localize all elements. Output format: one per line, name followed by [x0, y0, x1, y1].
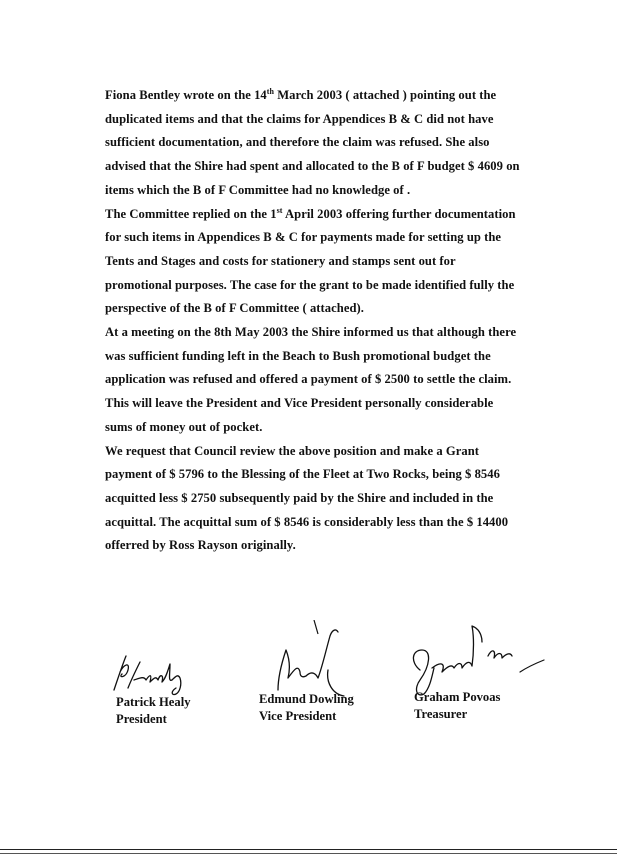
letter-line: [105, 440, 575, 464]
signatory-patrick-healy: [116, 694, 191, 728]
letter-line: [105, 226, 575, 250]
letter-line: [105, 274, 575, 298]
letter-line-text: perspective of the B of F Committee ( attached).: [105, 301, 364, 316]
letter-line: [105, 368, 575, 392]
letter-line-text: This will leave the President and Vice President personally considerable: [105, 396, 494, 411]
letter-line: [105, 297, 575, 321]
letter-line: [105, 108, 575, 132]
page-bottom-rule: [0, 849, 617, 850]
letter-line: [105, 392, 575, 416]
letter-line-text: March 2003 ( attached ) pointing out the: [274, 88, 497, 102]
letter-line: [105, 203, 575, 227]
signatory-graham-povoas: [414, 689, 500, 723]
signatory-title: Vice President: [259, 709, 337, 723]
signature-patrick-healy: [106, 648, 196, 698]
letter-line-text: sums of money out of pocket.: [105, 419, 263, 434]
letter-line: [105, 463, 575, 487]
letter-line-text: Tents and Stages and costs for stationery and stamps sent out for: [105, 253, 456, 268]
letter-line: [105, 487, 575, 511]
ordinal-suffix: st: [276, 205, 283, 215]
signatory-name: Graham Povoas: [414, 690, 501, 704]
letter-line-text: The Committee replied on the 1: [105, 206, 277, 221]
letter-line-text: items which the B of F Committee had no knowledge of .: [105, 182, 411, 197]
letter-line: [105, 84, 575, 108]
ordinal-suffix: th: [266, 87, 274, 96]
letter-line: [105, 416, 575, 440]
letter-line-text: advised that the Shire had spent and allocated to the B of F budget $ 4609 on: [105, 159, 520, 174]
letter-line: [105, 321, 575, 345]
letter-line-text: offerred by Ross Rayson originally.: [105, 538, 296, 553]
letter-line-text: duplicated items and that the claims for Appendices B & C did not have: [105, 111, 494, 126]
signatory-title: Treasurer: [414, 707, 468, 721]
signatory-edmund-dowling: [259, 691, 354, 725]
letter-line-text: acquittal. The acquittal sum of $ 8546 is considerably less than the $ 14400: [105, 514, 509, 529]
letter-line: [105, 511, 575, 535]
letter-line: [105, 155, 575, 179]
letter-line-text: payment of $ 5796 to the Blessing of the Fleet at Two Rocks, being $ 8546: [105, 467, 500, 482]
letter-line-text: April 2003 offering further documentation: [282, 206, 516, 221]
signature-edmund-dowling: [256, 620, 376, 700]
letter-line-text: application was refused and offered a payment of $ 2500 to settle the claim.: [105, 372, 512, 387]
letter-line: [105, 345, 575, 369]
letter-line: [105, 250, 575, 274]
letter-line-text: acquitted less $ 2750 subsequently paid by the Shire and included in the: [105, 490, 494, 505]
letter-line-text: At a meeting on the 8th May 2003 the Shire informed us that although there: [105, 325, 517, 340]
letter-line: [105, 131, 575, 155]
signatory-name: Edmund Dowling: [259, 692, 354, 706]
letter-line-text: promotional purposes. The case for the grant to be made identified fully the: [105, 277, 515, 292]
signatory-name: Patrick Healy: [116, 695, 191, 709]
letter-line: [105, 179, 575, 203]
page-bottom-rule-secondary: [0, 853, 617, 854]
letter-line-text: sufficient documentation, and therefore the claim was refused. She also: [105, 135, 490, 150]
letter-line-text: We request that Council review the above position and make a Grant: [105, 443, 480, 458]
letter-body: [105, 84, 575, 558]
letter-line-text: for such items in Appendices B & C for payments made for setting up the: [105, 230, 502, 245]
letter-line-text: Fiona Bentley wrote on the 14: [105, 88, 267, 102]
signatory-title: President: [116, 712, 167, 726]
letter-line: [105, 534, 575, 558]
letter-line-text: was sufficient funding left in the Beach to Bush promotional budget the: [105, 348, 491, 363]
